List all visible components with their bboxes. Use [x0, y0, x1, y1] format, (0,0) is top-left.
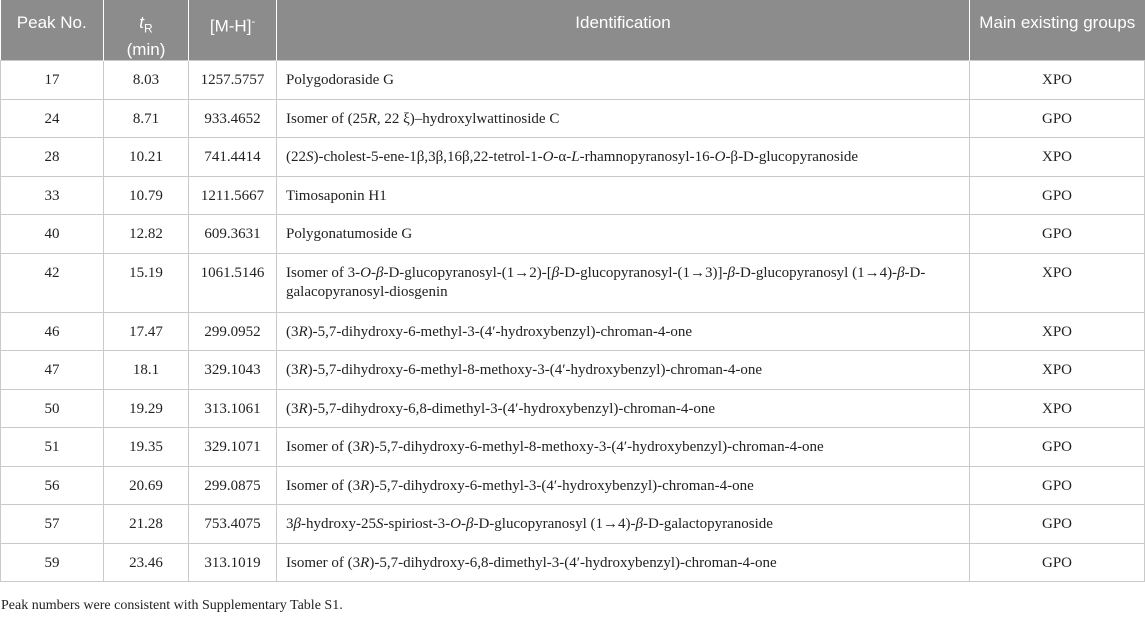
cell-identification: [277, 428, 970, 467]
id-text: (22: [286, 149, 306, 166]
table-row: [1, 505, 1145, 544]
table-footnote: Peak numbers were consistent with Supplementary Table S1.: [1, 598, 343, 613]
id-text: β: [466, 516, 474, 533]
id-text: , 22 ξ)–hydroxylwattinoside C: [376, 110, 560, 127]
header-tr-subscript: R: [144, 21, 153, 36]
cell-groups: GPO: [970, 99, 1145, 138]
id-text: O: [714, 149, 726, 166]
cell-identification: [277, 99, 970, 138]
id-text: β: [727, 264, 736, 281]
cell-mh: 1061.5146: [189, 253, 277, 312]
id-text: -: [371, 264, 376, 281]
cell-groups: XPO: [970, 253, 1145, 312]
cell-groups: GPO: [970, 428, 1145, 467]
id-text: R: [298, 400, 308, 417]
id-text: )-5,7-dihydroxy-6-methyl-8-methoxy-3-(4′-hydroxybenzyl)-chroman-4-one: [307, 362, 763, 379]
table-row: [1, 61, 1145, 100]
cell-tr: 12.82: [104, 215, 189, 254]
id-text: -α-: [553, 149, 572, 166]
table-row: [1, 351, 1145, 390]
cell-identification: [277, 389, 970, 428]
table-row: [1, 428, 1145, 467]
id-text: L: [571, 149, 580, 166]
id-text: -D-galactopyranoside: [643, 516, 773, 533]
id-text: β: [635, 516, 644, 533]
cell-tr: 8.03: [104, 61, 189, 100]
cell-tr: 17.47: [104, 312, 189, 351]
id-text: R: [360, 439, 370, 456]
cell-identification: [277, 253, 970, 312]
cell-tr: 19.35: [104, 428, 189, 467]
id-text: O: [542, 149, 554, 166]
cell-tr: 10.21: [104, 138, 189, 177]
id-text: -D-glucopyranosyl-(1→2)-[: [383, 264, 552, 281]
cell-mh: 299.0875: [189, 466, 277, 505]
header-mass-sup: -: [251, 16, 256, 28]
id-text: )-5,7-dihydroxy-6,8-dimethyl-3-(4′-hydroxybenzyl)-chroman-4-one: [369, 554, 777, 571]
cell-tr: 8.71: [104, 99, 189, 138]
table-row: [1, 253, 1145, 312]
cell-mh: 1257.5757: [189, 61, 277, 100]
cell-peak: 28: [1, 138, 104, 177]
cell-identification: [277, 215, 970, 254]
cell-peak: 50: [1, 389, 104, 428]
cell-identification: [277, 176, 970, 215]
id-text: β: [293, 516, 301, 533]
cell-identification: [277, 466, 970, 505]
id-text: Isomer of (3: [286, 554, 361, 571]
id-text: -: [461, 516, 466, 533]
id-text: Isomer of (3: [286, 477, 361, 494]
header-mass: [189, 0, 277, 61]
id-text: β: [897, 264, 905, 281]
id-text: 3: [286, 516, 294, 533]
id-text: (3: [286, 323, 299, 340]
id-text: S: [306, 149, 314, 166]
id-text: )-5,7-dihydroxy-6-methyl-3-(4′-hydroxybenzyl)-chroman-4-one: [307, 323, 693, 340]
table-row: [1, 389, 1145, 428]
cell-peak: 56: [1, 466, 104, 505]
cell-mh: 933.4652: [189, 99, 277, 138]
id-text: -rhamnopyranosyl-16-: [579, 149, 715, 166]
id-text: O: [360, 264, 371, 281]
cell-mh: 1211.5667: [189, 176, 277, 215]
cell-identification: [277, 312, 970, 351]
table-row: [1, 312, 1145, 351]
header-tr-symbol: t: [139, 13, 145, 32]
id-text: (3: [286, 362, 299, 379]
cell-groups: XPO: [970, 351, 1145, 390]
id-text: )-5,7-dihydroxy-6-methyl-8-methoxy-3-(4′-hydroxybenzyl)-chroman-4-one: [369, 439, 824, 456]
id-text: S: [375, 516, 384, 533]
table-row: [1, 138, 1145, 177]
header-main-groups: Main existing groups: [970, 0, 1145, 61]
cell-mh: 329.1071: [189, 428, 277, 467]
header-tr-unit: (min): [126, 40, 166, 60]
cell-groups: XPO: [970, 389, 1145, 428]
cell-tr: 15.19: [104, 253, 189, 312]
cell-mh: 299.0952: [189, 312, 277, 351]
id-text: Isomer of (3: [286, 439, 361, 456]
cell-identification: [277, 61, 970, 100]
cell-identification: [277, 138, 970, 177]
cell-tr: 10.79: [104, 176, 189, 215]
header-retention-time: [104, 0, 189, 61]
cell-tr: 23.46: [104, 543, 189, 582]
id-text: Timosaponin H1: [286, 187, 387, 204]
id-text: O: [450, 516, 461, 533]
id-text: R: [298, 323, 308, 340]
cell-groups: GPO: [970, 466, 1145, 505]
cell-tr: 20.69: [104, 466, 189, 505]
id-text: -D-glucopyranosyl (1→4)-: [735, 264, 898, 281]
id-text: -β-D-glucopyranoside: [725, 149, 859, 166]
cell-groups: XPO: [970, 61, 1145, 100]
cell-peak: 47: [1, 351, 104, 390]
cell-peak: 17: [1, 61, 104, 100]
id-text: -D-glucopyranosyl (1→4)-: [473, 516, 636, 533]
table-row: [1, 176, 1145, 215]
table-row: [1, 543, 1145, 582]
id-text: β: [551, 264, 560, 281]
id-text: Polygodoraside G: [286, 72, 394, 89]
cell-groups: GPO: [970, 176, 1145, 215]
cell-groups: XPO: [970, 312, 1145, 351]
cell-peak: 40: [1, 215, 104, 254]
id-text: Polygonatumoside G: [286, 226, 413, 243]
cell-mh: 741.4414: [189, 138, 277, 177]
cell-peak: 46: [1, 312, 104, 351]
id-text: -hydroxy-25: [300, 516, 376, 533]
id-text: -D-glucopyranosyl-(1→3)]-: [559, 264, 728, 281]
cell-tr: 18.1: [104, 351, 189, 390]
id-text: R: [360, 554, 370, 571]
table-header-row: [1, 0, 1145, 61]
table-row: [1, 99, 1145, 138]
cell-groups: GPO: [970, 543, 1145, 582]
id-text: )-5,7-dihydroxy-6-methyl-3-(4′-hydroxybenzyl)-chroman-4-one: [369, 477, 754, 494]
id-text: β: [376, 264, 384, 281]
id-text: )-5,7-dihydroxy-6,8-dimethyl-3-(4′-hydroxybenzyl)-chroman-4-one: [307, 400, 715, 417]
cell-mh: 313.1019: [189, 543, 277, 582]
cell-identification: [277, 505, 970, 544]
cell-identification: [277, 543, 970, 582]
cell-identification: [277, 351, 970, 390]
header-peak-no: Peak No.: [1, 0, 104, 61]
id-text: R: [360, 477, 370, 494]
cell-peak: 24: [1, 99, 104, 138]
id-text: (3: [286, 400, 299, 417]
header-mass-label: [M-H]: [209, 16, 252, 36]
table-row: [1, 215, 1145, 254]
id-text: -spiriost-3-: [383, 516, 451, 533]
id-text: -D-galacopyranosyl-diosgenin: [286, 264, 926, 300]
id-text: )-cholest-5-ene-1β,3β,16β,22-tetrol-1-: [313, 149, 543, 166]
cell-groups: GPO: [970, 505, 1145, 544]
header-identification: Identification: [277, 0, 970, 61]
cell-mh: 753.4075: [189, 505, 277, 544]
id-text: Isomer of 3-: [286, 264, 361, 281]
cell-tr: 19.29: [104, 389, 189, 428]
id-text: R: [367, 110, 377, 127]
cell-mh: 609.3631: [189, 215, 277, 254]
id-text: R: [298, 362, 308, 379]
cell-mh: 329.1043: [189, 351, 277, 390]
cell-groups: GPO: [970, 215, 1145, 254]
cell-groups: XPO: [970, 138, 1145, 177]
cell-mh: 313.1061: [189, 389, 277, 428]
cell-peak: 59: [1, 543, 104, 582]
cell-peak: 57: [1, 505, 104, 544]
cell-peak: 51: [1, 428, 104, 467]
cell-peak: 42: [1, 253, 104, 312]
id-text: Isomer of (25: [286, 110, 368, 127]
cell-peak: 33: [1, 176, 104, 215]
table-row: [1, 466, 1145, 505]
cell-tr: 21.28: [104, 505, 189, 544]
